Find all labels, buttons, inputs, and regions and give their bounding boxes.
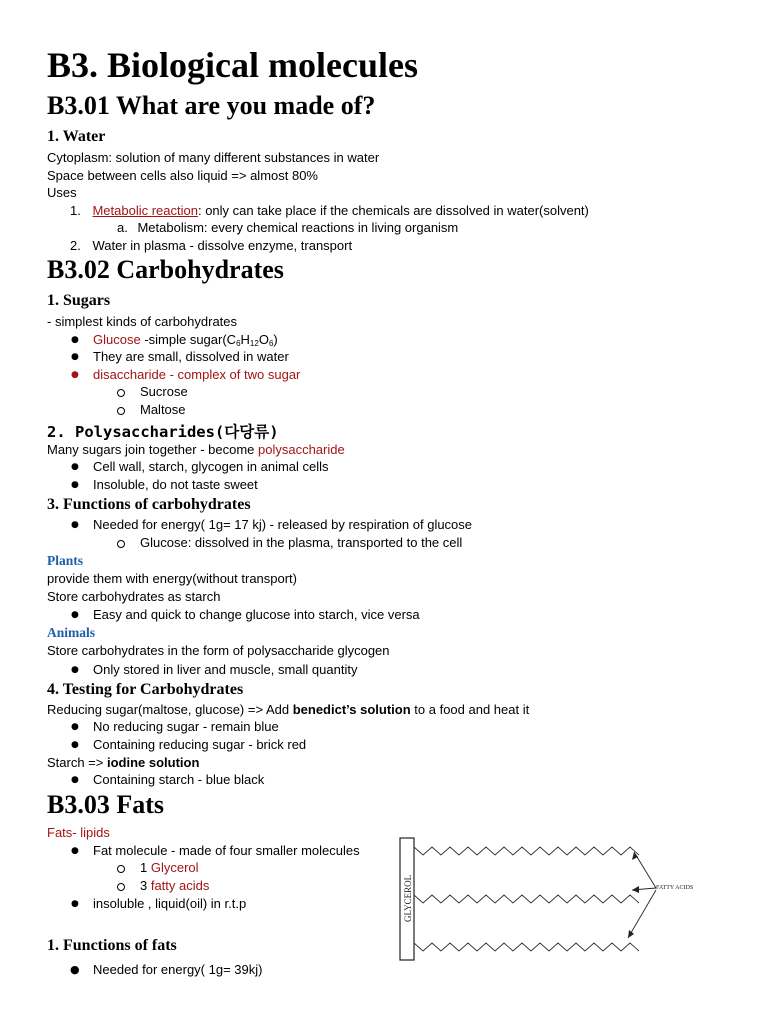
list-item: Needed for energy( 1g= 17 kj) - released by respiration of glucose — [93, 517, 473, 532]
list-text: ) — [273, 332, 278, 347]
list-item: Only stored in liver and muscle, small quantity — [93, 662, 358, 677]
list-item — [70, 203, 589, 218]
section-heading-b3-01: B3.01 What are you made of? — [47, 91, 376, 120]
list-item: insoluble , liquid(oil) in r.t.p — [93, 896, 247, 911]
list-letter: a. — [117, 220, 128, 235]
subheading-animals: Animals — [47, 625, 96, 640]
subheading-functions-carbohydrates: 3. Functions of carbohydrates — [47, 496, 251, 513]
list-number: 1. — [70, 203, 81, 218]
bullet-icon: ● — [71, 775, 79, 785]
text-line — [47, 702, 529, 717]
fatty-acid-chain-3 — [414, 943, 639, 951]
list-item: Sucrose — [140, 384, 188, 399]
polysaccharide-term: polysaccharide — [258, 442, 345, 457]
bullet-icon: ● — [71, 480, 79, 490]
list-item — [140, 878, 209, 893]
list-item: Needed for energy( 1g= 39kj) — [93, 962, 263, 977]
list-item: disaccharide - complex of two sugar — [93, 367, 301, 382]
hollow-bullet-icon — [117, 883, 125, 891]
glycerol-label: GLYCEROL — [403, 874, 413, 922]
list-item: Glucose: dissolved in the plasma, transported to the cell — [140, 535, 463, 550]
text-span: Reducing sugar(maltose, glucose) => Add — [47, 702, 293, 717]
hollow-bullet-icon — [117, 407, 125, 415]
bullet-icon: ● — [71, 610, 79, 620]
fatty-acids-label: FATTY ACIDS — [656, 885, 694, 891]
fat-molecule-diagram — [396, 834, 700, 964]
subheading-water: 1. Water — [47, 128, 106, 145]
subheading-polysaccharides: 2. Polysaccharides(다당류) — [47, 423, 279, 441]
list-text: : only can take place if the chemicals are dissolved in water(solvent) — [197, 203, 589, 218]
list-text: O — [258, 332, 269, 347]
list-item: Maltose — [140, 402, 186, 417]
text-line: Fats- lipids — [47, 825, 110, 840]
list-item: No reducing sugar - remain blue — [93, 719, 279, 734]
list-number: 2. — [70, 238, 81, 253]
text-line: Cytoplasm: solution of many different substances in water — [47, 150, 380, 165]
hollow-bullet-icon — [117, 540, 125, 548]
list-item: Insoluble, do not taste sweet — [93, 477, 258, 492]
arrow-line-1 — [634, 852, 656, 888]
bullet-icon: ● — [71, 352, 79, 362]
subscript: 12 — [249, 339, 259, 348]
page-title: B3. Biological molecules — [47, 45, 418, 85]
list-item — [140, 860, 199, 875]
text-line: Store carbohydrates as starch — [47, 589, 221, 604]
subheading-testing-carbohydrates: 4. Testing for Carbohydrates — [47, 681, 244, 698]
bullet-icon: ● — [71, 846, 79, 856]
bullet-icon: ● — [71, 740, 79, 750]
glucose-term: Glucose — [93, 332, 141, 347]
hollow-bullet-icon — [117, 389, 125, 397]
list-item: Containing reducing sugar - brick red — [93, 737, 307, 752]
subscript: 6 — [236, 339, 241, 348]
bullet-icon: ● — [70, 963, 80, 976]
list-text: H — [240, 332, 250, 347]
text-span: Starch => — [47, 755, 107, 770]
list-item: Containing starch - blue black — [93, 772, 265, 787]
subheading-functions-fats: 1. Functions of fats — [47, 937, 177, 954]
subheading-sugars: 1. Sugars — [47, 292, 111, 309]
benedicts-solution-term: benedict’s solution — [292, 702, 411, 717]
section-heading-b3-02: B3.02 Carbohydrates — [47, 255, 284, 284]
glycerol-term: Glycerol — [150, 860, 199, 875]
list-text: Metabolism: every chemical reactions in living organism — [137, 220, 459, 235]
bullet-icon: ● — [71, 370, 79, 380]
subheading-plants: Plants — [47, 553, 84, 568]
list-item: Cell wall, starch, glycogen in animal cells — [93, 459, 329, 474]
bullet-icon: ● — [71, 335, 79, 345]
text-line — [47, 442, 345, 457]
list-text: -simple sugar(C — [140, 332, 237, 347]
subscript: 6 — [268, 339, 274, 348]
metabolic-reaction-link[interactable]: Metabolic reaction — [92, 203, 198, 218]
hollow-bullet-icon — [117, 865, 125, 873]
list-item: They are small, dissolved in water — [93, 349, 289, 364]
list-text: Water in plasma - dissolve enzyme, transport — [92, 238, 353, 253]
text-span: 1 — [140, 860, 151, 875]
bullet-icon: ● — [71, 722, 79, 732]
bullet-icon: ● — [71, 899, 79, 909]
fatty-acids-term: fatty acids — [150, 878, 210, 893]
arrow-head-3 — [628, 930, 634, 938]
fatty-acid-chain-2 — [414, 895, 639, 903]
fatty-acid-chain-1 — [414, 847, 639, 855]
text-span: to a food and heat it — [410, 702, 530, 717]
text-span: Many sugars join together - become — [47, 442, 258, 457]
text-line: provide them with energy(without transport) — [47, 571, 298, 586]
list-item — [117, 220, 458, 235]
text-line: Store carbohydrates in the form of polysaccharide glycogen — [47, 643, 390, 658]
text-line: Uses — [47, 185, 77, 200]
iodine-solution-term: iodine solution — [106, 755, 200, 770]
bullet-icon: ● — [71, 462, 79, 472]
text-line: - simplest kinds of carbohydrates — [47, 314, 238, 329]
text-line — [47, 755, 199, 770]
list-item: Fat molecule - made of four smaller molecules — [93, 843, 360, 858]
arrow-head-2 — [632, 886, 639, 893]
list-item — [93, 332, 278, 348]
section-heading-b3-03: B3.03 Fats — [47, 790, 164, 819]
list-item: Easy and quick to change glucose into starch, vice versa — [93, 607, 420, 622]
bullet-icon: ● — [71, 665, 79, 675]
list-item — [70, 238, 352, 253]
text-line: Space between cells also liquid => almost 80% — [47, 168, 318, 183]
bullet-icon: ● — [71, 520, 79, 530]
text-span: 3 — [140, 878, 151, 893]
